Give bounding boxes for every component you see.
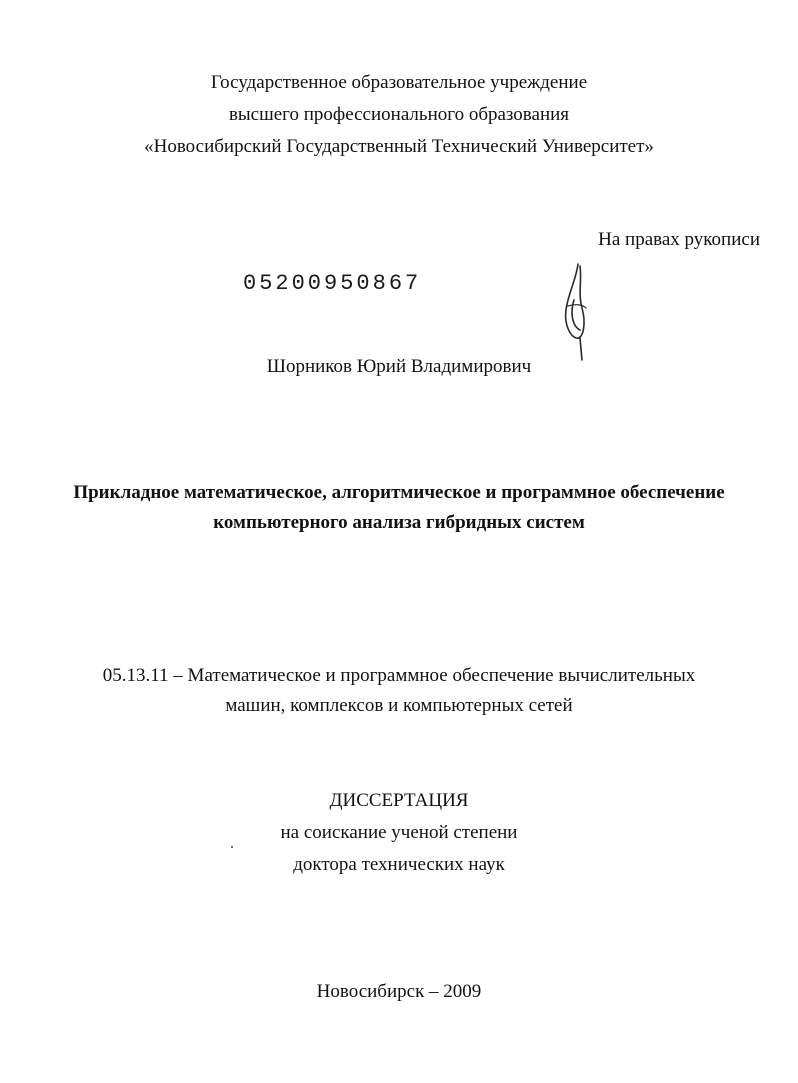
degree-line-2: доктора технических наук xyxy=(293,854,505,875)
institution-line-3: «Новосибирский Государственный Технический Университет» xyxy=(144,136,654,157)
author-name: Шорников Юрий Владимирович xyxy=(266,356,532,377)
degree-line-1: на соискание ученой степени xyxy=(280,822,518,843)
thesis-title-line-1: Прикладное математическое, алгоритмическое и программное обеспечение xyxy=(73,482,725,503)
registry-number: 05200950867 xyxy=(243,271,422,296)
city-year: Новосибирск – 2009 xyxy=(316,981,482,1002)
institution-line-2: высшего профессионального образования xyxy=(228,104,570,125)
thesis-title-line-2: компьютерного анализа гибридных систем xyxy=(213,512,585,533)
scan-speck xyxy=(231,846,233,848)
specialty-line-2: машин, комплексов и компьютерных сетей xyxy=(225,695,573,716)
specialty-line-1: 05.13.11 – Математическое и программное обеспечение вычислительных xyxy=(102,665,696,686)
institution-line-1: Государственное образовательное учреждение xyxy=(210,72,588,93)
manuscript-note: На правах рукописи xyxy=(598,229,760,250)
dissertation-heading: ДИССЕРТАЦИЯ xyxy=(329,790,469,811)
handwritten-signature xyxy=(556,260,600,364)
